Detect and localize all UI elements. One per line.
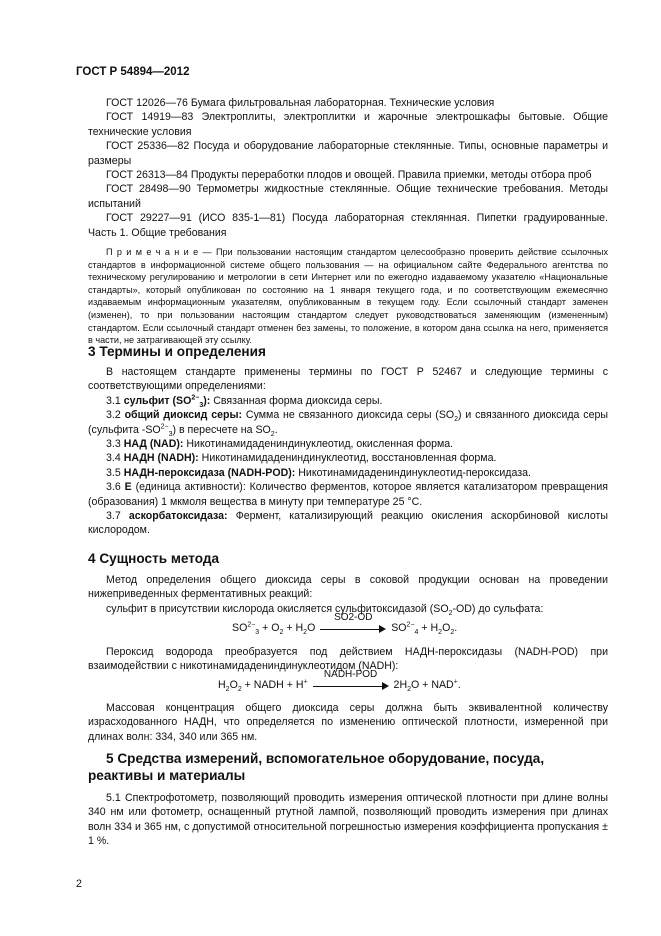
term-name: НАД (NAD): xyxy=(123,438,184,451)
term-number: 3.7 xyxy=(106,510,121,523)
term-definition: Никотинамидадениндинуклеотид, окисленная форма. xyxy=(186,438,454,451)
term-number: 3.2 xyxy=(106,409,121,422)
term-definition: Никотинамидадениндинуклеотид, восстановленная форма. xyxy=(201,452,497,465)
eq-term: + NADH + H xyxy=(241,679,304,691)
reference-item: ГОСТ 28498—90 Термометры жидкостные стеклянные. Общие технические требования. Методы испытаний xyxy=(88,183,608,210)
eq-term: + H xyxy=(418,622,439,634)
reference-item: ГОСТ 14919—83 Электроплиты, электроплитки и жарочные электрошкафы бытовые. Общие технические условия xyxy=(88,111,608,138)
subscript: 2 xyxy=(438,629,443,637)
subscript: 2 xyxy=(450,629,455,637)
eq-term: + H xyxy=(283,622,304,634)
term-definition: Фермент, катализирующий реакцию окисления аскорбиновой кислоты кислородом. xyxy=(88,510,608,537)
eq-term: O + NAD xyxy=(411,679,454,691)
subscript: 3 xyxy=(255,629,260,637)
superscript: 2− xyxy=(247,621,256,629)
subscript: 2 xyxy=(225,686,230,694)
term-number: 3.1 xyxy=(106,394,121,407)
superscript: 2− xyxy=(160,423,169,431)
term-3-7 xyxy=(88,509,608,538)
term-definition-b: ) и связанного диоксида серы (сульфита -SO xyxy=(88,409,608,436)
term-name-text: сульфит (SO xyxy=(123,394,192,407)
term-definition-c: ) в пересчете на SO xyxy=(172,423,271,436)
term-3-6 xyxy=(88,480,608,509)
section-3-intro: В настоящем стандарте применены термины по ГОСТ Р 52467 и следующие термины с соответствующими определениями: xyxy=(88,366,608,393)
term-name: Е xyxy=(124,481,132,494)
term-definition: (единица активности): Количество ферментов, которое является катализатором превращения (образования) 1 мкмоля вещества в минуту при температуре 25 °С. xyxy=(88,481,608,508)
subscript: 4 xyxy=(414,629,419,637)
subscript: 3 xyxy=(168,430,173,438)
eq-term: O xyxy=(307,622,316,634)
eq-term: . xyxy=(457,679,461,691)
eq-term: O xyxy=(229,679,238,691)
reference-item: ГОСТ 25336—82 Посуда и оборудование лабораторные стеклянные. Типы, основные параметры и размеры xyxy=(88,140,608,167)
arrow-line xyxy=(320,629,380,630)
section-4-body xyxy=(88,573,608,616)
catalyst-label: NADH-POD xyxy=(323,669,378,681)
eq-term: SO xyxy=(232,622,248,634)
eq-term: SO xyxy=(391,622,407,634)
paragraph-text: сульфит в присутствии кислорода окисляется сульфитоксидазой (SO xyxy=(106,602,449,615)
term-3-3 xyxy=(88,437,608,451)
term-number: 3.6 xyxy=(106,481,121,494)
term-name: НАДН (NADH): xyxy=(123,452,199,465)
arrow-head-icon xyxy=(382,682,389,690)
term-name: общий диоксид серы: xyxy=(124,409,243,422)
superscript: + xyxy=(453,678,458,686)
section-5-title: 5 Средства измерений, вспомогательное оборудование, посуда, реактивы и материалы xyxy=(88,751,545,783)
arrow-head-icon xyxy=(379,625,386,633)
subscript: 2 xyxy=(279,629,284,637)
eq-term: + O xyxy=(259,622,280,634)
section-4-paragraph-3: Пероксид водорода преобразуется под действием НАДН-пероксидазы (NADH-POD) при взаимодействии с никотинамидадениндинуклеотидом (NADH): xyxy=(88,646,608,673)
term-name-end: ): xyxy=(203,394,211,407)
subscript: 2 xyxy=(237,686,242,694)
term-definition-d: . xyxy=(274,423,278,436)
section-4-title: 4 Сущность метода xyxy=(88,551,220,566)
section-3-body xyxy=(88,365,608,538)
equation-sulfite-oxidation xyxy=(232,612,458,637)
term-number: 3.3 xyxy=(106,438,121,451)
term-3-4 xyxy=(88,451,608,465)
superscript: 2− xyxy=(406,621,415,629)
section-5-item-5-1: 5.1 Спектрофотометр, позволяющий проводить измерения оптической плотности при длине волны 340 нм или фотометр, оснащенный ртутной лампой, позволяющий проводить измерения при длинах волн 334 и 365 нм, с допустимой относительной погрешностью измерения коэффициента пропускания ± 1 %. xyxy=(88,792,608,848)
section-3-title: 3 Термины и определения xyxy=(88,344,266,359)
reference-item: ГОСТ 26313—84 Продукты переработки плодов и овощей. Правила приемки, методы отбора проб xyxy=(106,169,592,182)
equation-peroxide-reaction xyxy=(218,669,461,694)
subscript: 3 xyxy=(199,401,204,409)
term-3-5 xyxy=(88,466,608,480)
paragraph-text: -OD) до сульфата: xyxy=(452,602,544,615)
reaction-arrow xyxy=(313,669,389,691)
term-definition-a: Сумма не связанного диоксида серы (SO xyxy=(245,409,455,422)
subscript: 2 xyxy=(303,629,308,637)
eq-term: . xyxy=(454,622,458,634)
eq-term: 2H xyxy=(393,679,408,691)
document-header: ГОСТ Р 54894—2012 xyxy=(76,66,190,78)
normative-references xyxy=(88,96,608,347)
reaction-arrow xyxy=(320,612,386,634)
subscript: 2 xyxy=(270,430,275,438)
term-name xyxy=(124,395,211,407)
section-4-paragraph-4: Массовая концентрация общего диоксида серы должна быть эквивалентной количеству израсходованного НАДН, что определяется по изменению оптической плотности, измеренной при длинах волн: 334, 340 или 365 нм. xyxy=(88,702,608,743)
reference-item: ГОСТ 29227—91 (ИСО 835-1—81) Посуда лабораторная стеклянная. Пипетки градуированные. Часть 1. Общие требования xyxy=(88,212,608,239)
eq-term: H xyxy=(218,679,226,691)
section-5-body xyxy=(88,791,608,849)
superscript: + xyxy=(303,678,308,686)
term-name: аскорбатоксидаза: xyxy=(128,510,228,523)
catalyst-label: SO2-OD xyxy=(334,612,373,624)
term-name: НАДН-пероксидаза (NADH-POD): xyxy=(123,466,296,479)
subscript: 2 xyxy=(454,416,459,424)
term-definition: Никотинамидадениндинуклеотид-пероксидаза. xyxy=(298,466,531,479)
term-definition: Связанная форма диоксида серы. xyxy=(213,394,383,407)
term-number: 3.4 xyxy=(106,452,121,465)
reference-item: ГОСТ 12026—76 Бумага фильтровальная лабораторная. Технические условия xyxy=(106,97,495,109)
section-4-paragraph-1: Метод определения общего диоксида серы в соковой продукции основан на проведении нижеприведенных ферментативных реакций: xyxy=(88,574,608,601)
subscript: 2 xyxy=(407,686,411,694)
page-number: 2 xyxy=(76,878,82,890)
term-number: 3.5 xyxy=(106,466,121,479)
subscript: 2 xyxy=(448,609,453,617)
term-3-2 xyxy=(88,408,608,437)
eq-term: O xyxy=(442,622,451,634)
note-paragraph: П р и м е ч а н и е — При пользовании настоящим стандартом целесообразно проверить действие ссылочных стандартов в информационной системе общего пользования — на официальном сайте Федерального агентства по техническому регулированию и метрологии в сети Интернет или по ежегодно издаваемому указателю «Национальные стандарты», который опубликован по состоянию на 1 января текущего года, и по соответствующим ежемесячно издаваемым информационным указателям, опубликованным в текущем году. Если ссылочный стандарт заменен (изменен), то при пользовании настоящим стандартом следует руководствоваться заменяющим (измененным) стандартом. Если ссылочный стандарт отменен без замены, то положение, в котором дана ссылка на него, применяется в части, не затрагивающей эту ссылку. xyxy=(88,247,608,346)
arrow-line xyxy=(313,686,383,687)
section-4-body-3 xyxy=(88,701,608,744)
superscript: 2− xyxy=(191,394,200,402)
term-3-1 xyxy=(88,394,608,408)
